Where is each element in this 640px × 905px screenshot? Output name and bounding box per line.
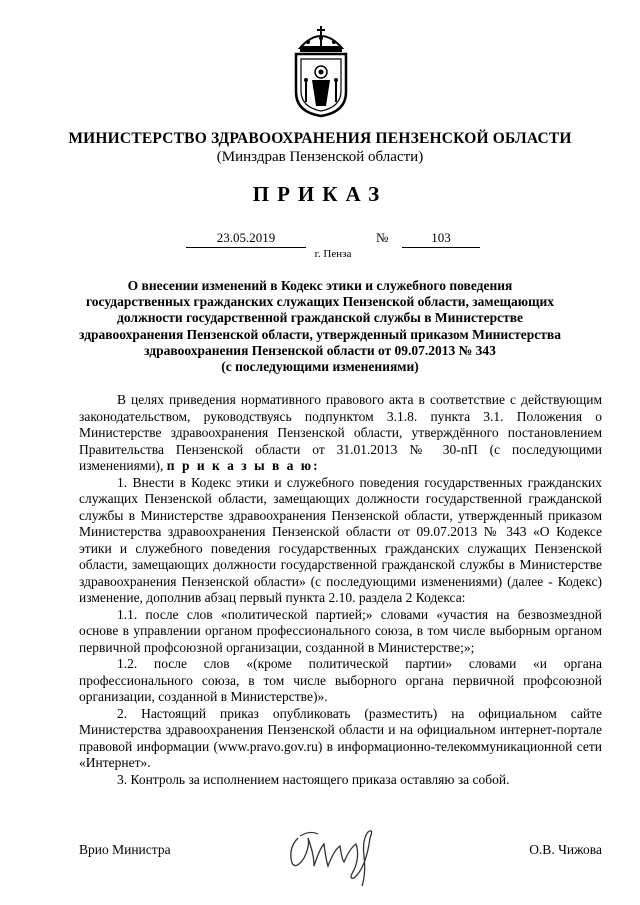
clause-3: 3. Контроль за исполнением настоящего приказа оставляю за собой.: [117, 771, 510, 787]
preamble-paragraph: [79, 392, 602, 475]
document-type: ПРИКАЗ: [252, 182, 388, 206]
document-city: г. Пенза: [314, 248, 352, 260]
clause-1-2: 1.2. после слов «(кроме политической партии» словами «и органа профессионального союза, в том числе выборного органа первичной профсоюзной организации, созданной в Министерстве)».: [79, 656, 602, 704]
clause-1: 1. Внести в Кодекс этики и служебного поведения государственных гражданских служащих Пензенской области, замещающих должности государственной гражданской службы в Министерстве здравоохранения Пензенской области, утвержденный приказом Министерства здравоохранения Пензенской области от 09.07.2013 № 343 «О Кодексе этики и служебного поведения государственных гражданских служащих Пензенской области, замещающих должности государственной гражданской службы в Министерстве здравоохранения Пензенской области» (с последующими изменениями) (далее - Кодекс) изменение, дополнив абзац первый пункта 2.10. раздела 2 Кодекса:: [79, 474, 602, 605]
document-number: 103: [402, 230, 480, 248]
title-line: государственных гражданских служащих Пензенской области, замещающих: [85, 294, 554, 310]
organization-name: МИНИСТЕРСТВО ЗДРАВООХРАНЕНИЯ ПЕНЗЕНСКОЙ ОБЛАСТИ: [68, 130, 572, 147]
document-title: [70, 278, 570, 375]
title-line: должности государственной гражданской службы в Министерстве: [117, 310, 523, 326]
title-line: здравоохранения Пензенской области от 09.07.2013 № 343: [144, 342, 496, 358]
clause-2: 2. Настоящий приказ опубликовать (разместить) на официальном сайте Министерства здравоохранения Пензенской области и на официальном интернет-портале правовой информации (www.pravo.gov.ru) в информационно-телекоммуникационной сети «Интернет».: [79, 705, 602, 770]
number-sign: №: [376, 230, 389, 245]
signature-icon: [270, 808, 400, 888]
preamble-text: В целях приведения нормативного правового акта в соответствие с действующим законодательством, руководствуясь подпунктом 3.1.8. пункта 3.1. Положения о Министерстве здравоохранения Пензенской области, утверждённого постановлением Правительства Пензенской области от 31.01.2013 № 30-пП (с последующими изменениями),: [79, 392, 602, 473]
document-body: [79, 392, 602, 788]
title-line: О внесении изменений в Кодекс этики и служебного поведения: [127, 278, 513, 293]
coat-of-arms-icon: [286, 22, 356, 118]
signer-role: Врио Министра: [79, 842, 171, 857]
signer-name: О.В. Чижова: [529, 842, 602, 857]
document-date: 23.05.2019: [186, 230, 306, 248]
clause-1-1: 1.1. после слов «политической партией;» словами «участия на безвозмездной основе в управлении органом профессионального союза, в том числе выборным органом первичной профсоюзной организации, созданной в Министерстве;»;: [79, 606, 602, 655]
order-keyword: п р и к а з ы в а ю:: [166, 458, 320, 473]
organization-short-name: (Минздрав Пензенской области): [216, 149, 424, 165]
title-line: (с последующими изменениями): [221, 359, 419, 375]
title-line: здравоохранения Пензенской области, утвержденный приказом Министерства: [79, 326, 561, 342]
